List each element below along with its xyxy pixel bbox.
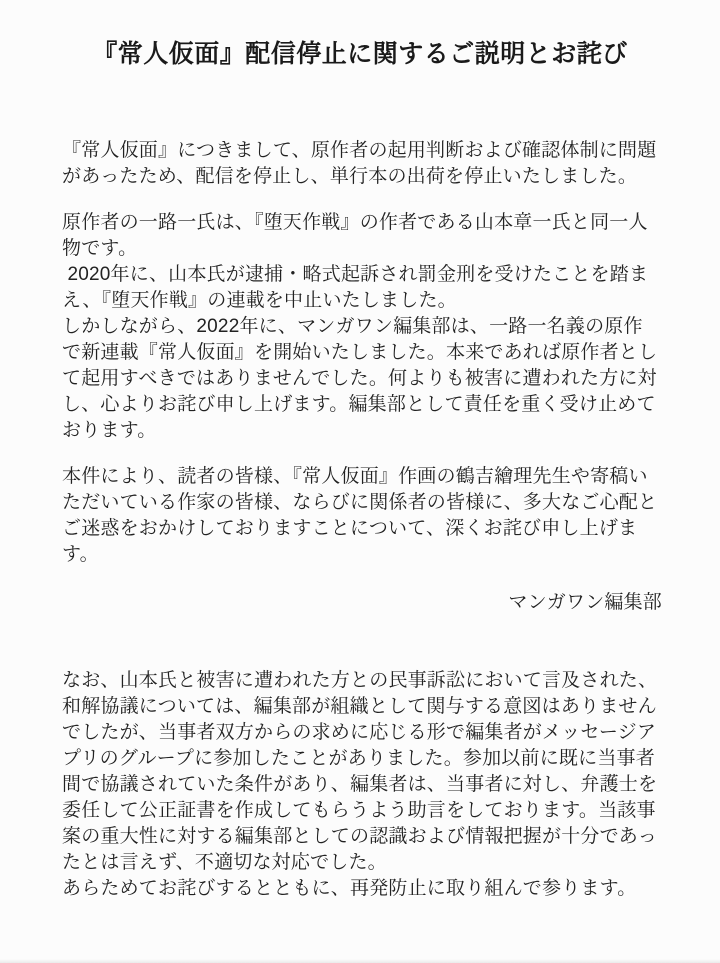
text-line: ご迷惑をおかけしておりますことについて、深くお詫び申し上げま [62, 518, 638, 539]
text-line: す。 [62, 544, 99, 565]
text-line: 本件により、読者の皆様、『常人仮面』作画の鶴吉繪理先生や寄稿い [62, 466, 648, 487]
text-line: で新連載『常人仮面』を開始いたしました。本来であれば原作者とし [62, 342, 658, 363]
paragraph-settlement-addendum [62, 668, 662, 902]
text-line: たとは言えず、不適切な対応でした。 [62, 852, 387, 873]
statement-title: 『常人仮面』配信停止に関するご説明とお詫び [92, 40, 628, 68]
paragraph-suspension-notice [62, 138, 662, 190]
paragraph-apology [62, 464, 662, 568]
text-line: あらためてお詫びするとともに、再発防止に取り組んで参ります。 [62, 878, 637, 899]
text-line: し、心よりお詫び申し上げます。編集部として責任を重く受け止めて [62, 394, 656, 415]
text-line: 物です。 [62, 238, 138, 259]
text-line: 『常人仮面』につきまして、原作者の起用判断および確認体制に問題 [62, 140, 657, 161]
text-line: て起用すべきではありませんでした。何よりも被害に遭われた方に対 [62, 368, 657, 389]
text-line: マンガワン編集部 [508, 592, 662, 613]
text-line: ただいている作家の皆様、ならびに関係者の皆様に、多大なご心配と [62, 492, 658, 513]
text-line: プリのグループに参加したことがありました。参加以前に既に当事者 [62, 748, 655, 769]
text-line: しかしながら、2022年に、マンガワン編集部は、一路一名義の原作 [62, 316, 643, 337]
text-line: 委任して公正証書を作成してもらうよう助言をしております。当該事 [62, 800, 656, 821]
page-bottom-edge [0, 959, 720, 963]
text-line: でしたが、当事者双方からの求めに応じる形で編集者がメッセージア [62, 722, 657, 743]
statement-body [62, 138, 662, 902]
text-line: おります。 [62, 420, 157, 441]
text-line: があったため、配信を停止し、単行本の出荷を停止いたしました。 [62, 166, 638, 187]
text-line: え、『堕天作戦』の連載を中止いたしました。 [62, 290, 457, 311]
signature [62, 590, 662, 616]
text-line: 2020年に、山本氏が逮捕・略式起訴され罰金刑を受けたことを踏ま [62, 264, 649, 285]
text-line: 間で協議されていた条件があり、編集者は、当事者に対し、弁護士を [62, 774, 658, 795]
text-line: 和解協議については、編集部が組織として関与する意図はありません [62, 696, 657, 717]
paragraph-background [62, 210, 662, 444]
text-line: 原作者の一路一氏は、『堕天作戦』の作者である山本章一氏と同一人 [62, 212, 648, 233]
text-line: なお、山本氏と被害に遭われた方との民事訴訟において言及された、 [62, 670, 658, 691]
text-line: 案の重大性に対する編集部としての認識および情報把握が十分であっ [62, 826, 658, 847]
